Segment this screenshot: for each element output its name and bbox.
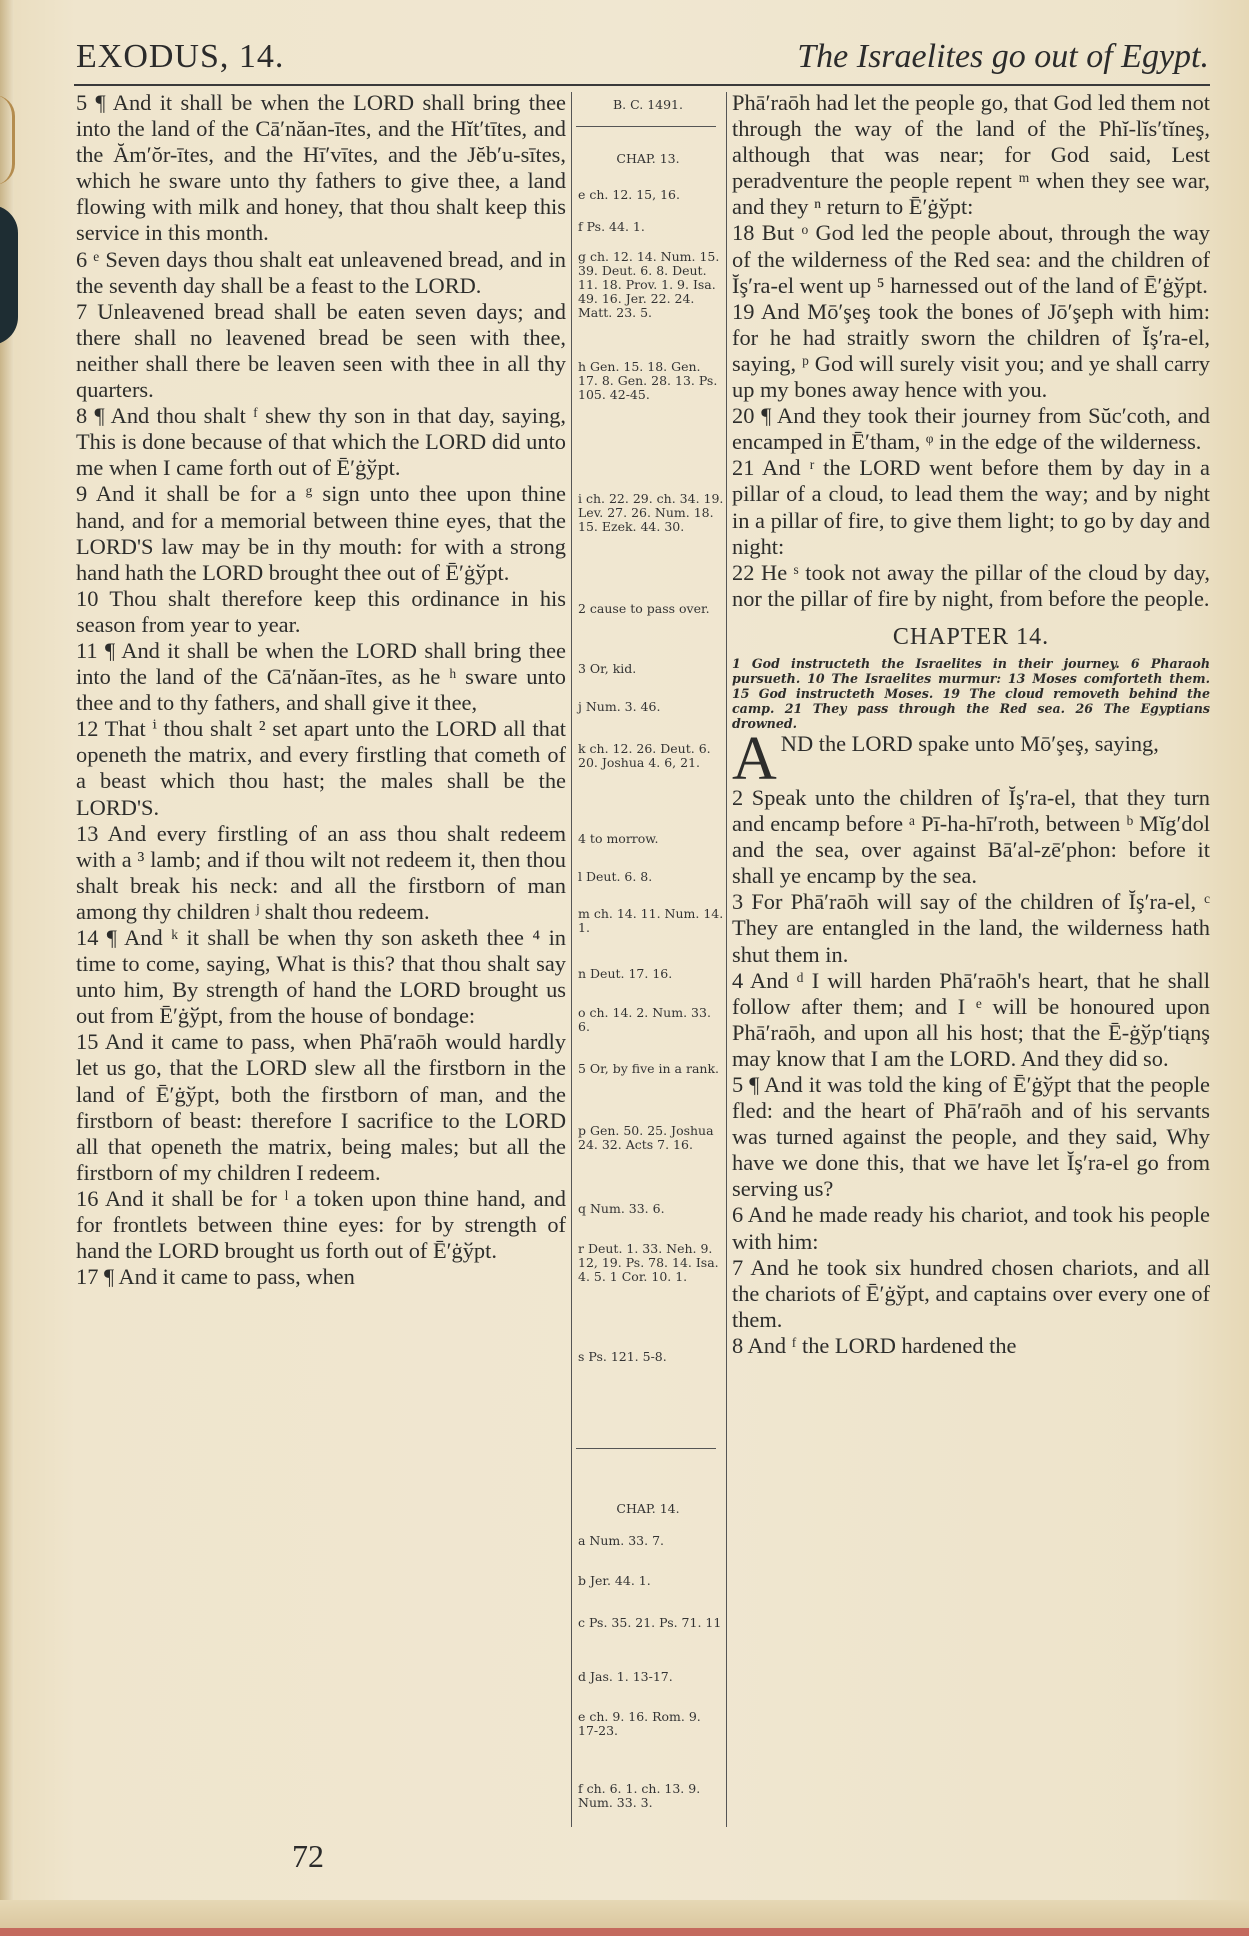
reference: k ch. 12. 26. Deut. 6. 20. Joshua 4. 6, 21. [578, 741, 711, 770]
verse: 19 And Mō′şeş took the bones of Jō′şeph with him: for he had straitly sworn the children of Ĭş′ra-el, saying, ᵖ God will surely visit you; and ye shall carry up my bones away hence with you. [732, 298, 1210, 403]
chapter-13-label: CHAP. 13. [616, 151, 680, 166]
verse: 6 ᵉ Seven days thou shalt eat unleavened bread, and in the seventh day shall be a feast to the LORD. [76, 246, 566, 298]
page-bottom-stripe [0, 1928, 1249, 1936]
verse: 10 Thou shalt therefore keep this ordinance in his season from year to year. [76, 585, 566, 637]
book-chapter-header: EXODUS, 14. [76, 38, 285, 75]
page-topic-header: The Israelites go out of Egypt. [797, 38, 1209, 75]
reference: g ch. 12. 14. Num. 15. 39. Deut. 6. 8. Deut. 11. 18. Prov. 1. 9. Isa. 49. 16. Jer. 22. 24. Matt. 23. 5. [578, 249, 720, 320]
reference: m ch. 14. 11. Num. 14. 1. [578, 906, 724, 935]
reference-rule [576, 1448, 716, 1449]
chapter-14-label: CHAP. 14. [616, 1501, 680, 1516]
verse: 16 And it shall be for ˡ a token upon thine hand, and for frontlets between thine eyes: for by strength of hand the LORD brought us forth out of Ē′ġўpt. [76, 1185, 566, 1264]
right-text-column [732, 90, 1210, 1359]
verse: 12 That ⁱ thou shalt ² set apart unto the LORD all that openeth the matrix, and every firstling that cometh of a beast which thou hast; the males shall be the LORD'S. [76, 716, 566, 820]
reference: e ch. 9. 16. Rom. 9. 17-23. [578, 1709, 701, 1738]
reference: h Gen. 15. 18. Gen. 17. 8. Gen. 28. 13. Ps. 105. 42-45. [578, 359, 718, 402]
reference: f Ps. 44. 1. [578, 219, 645, 234]
reference: p Gen. 50. 25. Joshua 24. 32. Acts 7. 16. [578, 1123, 714, 1152]
column-divider-left [571, 92, 572, 1827]
reference: f ch. 6. 1. ch. 13. 9. Num. 33. 3. [578, 1781, 701, 1810]
verse: 21 And ʳ the LORD went before them by day in a pillar of a cloud, to lead them the way; and by night in a pillar of fire, to give them light; to go by day and night: [732, 455, 1210, 559]
verse-first [732, 724, 1210, 793]
verse: 6 And he made ready his chariot, and took his people with him: [732, 1202, 1210, 1254]
reference: 3 Or, kid. [578, 661, 637, 676]
reference-rule [576, 126, 716, 127]
reference: 2 cause to pass over. [578, 601, 710, 616]
verse: 2 Speak unto the children of Ĭş′ra-el, that they turn and encamp before ᵃ Pī-ha-hī′roth, between ᵇ Mĭg′dol and the sea, over against Bā′al-zē′phon: before it shall ye encamp by the sea. [732, 784, 1210, 889]
verse: 3 For Phā′raōh will say of the children of Ĭş′ra-el, ᶜ They are entangled in the land, the wilderness hath shut them in. [732, 889, 1210, 967]
drop-cap: A [732, 724, 777, 793]
verse: 4 And ᵈ I will harden Phā′raōh's heart, that he shall follow after them; and I ᵉ will be honoured upon Phā′raōh, and upon all his host; that the Ē-ġўp′tiąnş may know that I am the LORD. And they did so. [732, 967, 1210, 1071]
verse: 22 He ˢ took not away the pillar of the cloud by day, nor the pillar of fire by night, from before the people. [732, 559, 1210, 611]
column-divider-right [726, 92, 727, 1827]
verse: Phā′raōh had let the people go, that God led them not through the way of the land of the Phĭ-lĭs′tĭneş, although that was near; for God said, Lest peradventure the people repent ᵐ when they see war, and they ⁿ return to Ē′ġўpt: [732, 90, 1210, 220]
reference: r Deut. 1. 33. Neh. 9. 12, 19. Ps. 78. 14. Isa. 4. 5. 1 Cor. 10. 1. [578, 1241, 719, 1284]
date-label: B. C. 1491. [613, 97, 683, 112]
header-rule [74, 84, 1210, 86]
reference: d Jas. 1. 13-17. [578, 1669, 673, 1684]
reference: a Num. 33. 7. [578, 1533, 664, 1548]
reference: o ch. 14. 2. Num. 33. 6. [578, 1005, 711, 1034]
reference: c Ps. 35. 21. Ps. 71. 11 [578, 1615, 722, 1630]
page-number: 72 [292, 1838, 324, 1874]
verse: 7 And he took six hundred chosen chariots, and all the chariots of Ē′ġўpt, and captains over every one of them. [732, 1254, 1210, 1332]
verse: 9 And it shall be for a ᵍ sign unto thee upon thine hand, and for a memorial between thine eyes, that the LORD'S law may be in thy mouth: for with a strong hand hath the LORD brought thee out of Ē′ġўpt. [76, 481, 566, 585]
verse: 14 ¶ And ᵏ it shall be when thy son asketh thee ⁴ in time to come, saying, What is this? that thou shalt say unto him, By strength of hand the LORD brought us out from Ē′ġўpt, from the house of bondage: [76, 925, 566, 1029]
reference: l Deut. 6. 8. [578, 869, 653, 884]
reference: s Ps. 121. 5-8. [578, 1349, 667, 1364]
verse: 13 And every firstling of an ass thou shalt redeem with a ³ lamb; and if thou wilt not redeem it, then thou shalt break his neck: and all the firstborn of man among thy children ʲ shalt thou redeem. [76, 820, 566, 924]
verse: 18 But ᵒ God led the people about, through the way of the wilderness of the Red sea: and the children of Ĭş′ra-el went up ⁵ harnessed out of the land of Ē′ġўpt. [732, 220, 1210, 298]
reference: n Deut. 17. 16. [578, 966, 673, 981]
verse: 8 ¶ And thou shalt ᶠ shew thy son in that day, saying, This is done because of that which the LORD did unto me when I came forth out of Ē′ġўpt. [76, 403, 566, 481]
chapter-summary: 1 God instructeth the Israelites in their journey. 6 Pharaoh pursueth. 10 The Israelites murmur: 13 Moses comforteth them. 15 God instructeth Moses. 19 The cloud removeth behind the camp. 21 They pass through the Red sea. 26 The Egyptians drowned. [732, 655, 1210, 731]
reference: 4 to morrow. [578, 831, 659, 846]
reference: i ch. 22. 29. ch. 34. 19. Lev. 27. 26. Num. 18. 15. Ezek. 44. 30. [578, 491, 724, 534]
reference: q Num. 33. 6. [578, 1201, 665, 1216]
verse: 11 ¶ And it shall be when the LORD shall bring thee into the land of the Cā′năan-ītes, as he ʰ sware unto thee and to thy fathers, and shall give it thee, [76, 637, 566, 716]
binding-mark [0, 95, 15, 185]
reference: j Num. 3. 46. [578, 699, 661, 714]
binding-hole [0, 205, 18, 345]
verse: 7 Unleavened bread shall be eaten seven days; and there shall no leavened bread be seen with thee, neither shall there be leaven seen with thee in all thy quarters. [76, 298, 566, 403]
left-text-column [76, 90, 566, 1290]
reference: 5 Or, by five in a rank. [578, 1061, 720, 1076]
verse-text: ND the LORD spake unto Mō′şeş, saying, [780, 730, 1159, 756]
verse: 20 ¶ And they took their journey from Sŭc′coth, and encamped in Ē′tham, ᵠ in the edge of the wilderness. [732, 403, 1210, 455]
reference: b Jer. 44. 1. [578, 1573, 651, 1588]
chapter-title: CHAPTER 14. [892, 623, 1050, 650]
verse: 15 And it came to pass, when Phā′raōh would hardly let us go, that the LORD slew all the firstborn in the land of Ē′ġўpt, both the firstborn of man, and the firstborn of beast: therefore I sacrifice to the LORD all that openeth the matrix, being males; but all the firstborn of my children I redeem. [76, 1029, 566, 1185]
verse: 8 And ᶠ the LORD hardened the [732, 1332, 1017, 1358]
verse: 17 ¶ And it came to pass, when [76, 1264, 355, 1290]
verse: 5 ¶ And it shall be when the LORD shall bring thee into the land of the Cā′năan-ītes, and the Hĭt′tītes, and the Ăm′ŏr-ītes, and the Hī′vītes, and the Jĕb′u-sītes, which he sware unto thy fathers to give thee, a land flowing with milk and honey, that thou shalt keep this service in this month. [76, 90, 566, 246]
reference: e ch. 12. 15, 16. [578, 187, 680, 202]
verse: 5 ¶ And it was told the king of Ē′ġўpt that the people fled: and the heart of Phā′raōh and of his servants was turned against the people, and they said, Why have we done this, that we have let Ĭş′ra-el go from serving us? [732, 1072, 1210, 1202]
